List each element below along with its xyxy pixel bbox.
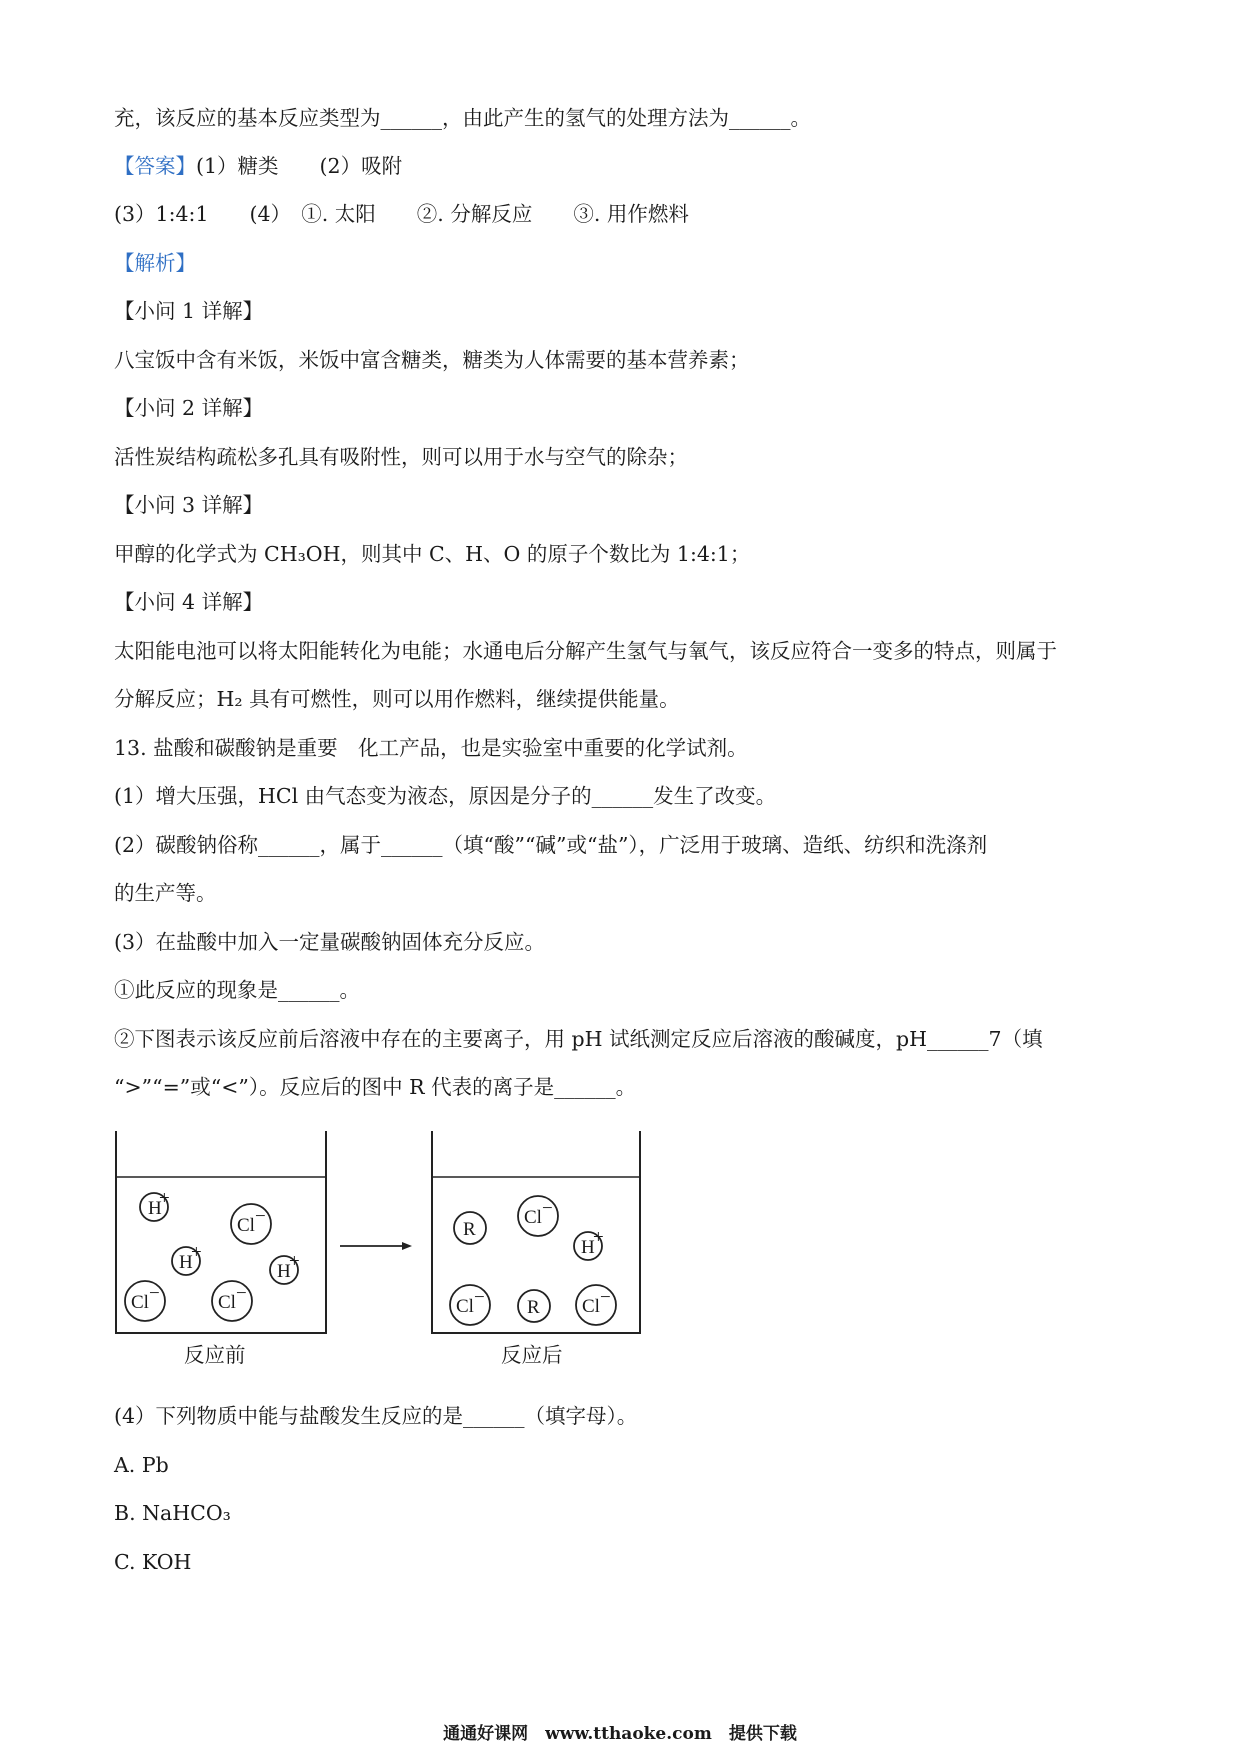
ion-r [454,1212,486,1244]
svg-text:Cl: Cl [237,1215,255,1236]
text-line: 的生产等。 [114,881,217,905]
svg-text:−: − [149,1283,160,1304]
text-line: 活性炭结构疏松多孔具有吸附性，则可以用于水与空气的除杂； [114,445,688,469]
ion-cl-minus [576,1285,616,1325]
text-line: 八宝饭中含有米饭，米饭中富含糖类，糖类为人体需要的基本营养素； [114,348,750,372]
svg-text:H: H [581,1237,595,1258]
text-line: (4）下列物质中能与盐酸发生反应的是______（填字母）。 [114,1404,638,1428]
option-c: C. KOH [114,1550,192,1574]
text-line: 甲醇的化学式为 CH₃OH，则其中 C、H、O 的原子个数比为 1:4:1； [114,542,751,566]
caption-before: 反应前 [184,1343,246,1367]
page-footer: 通通好课网 www.tthaoke.com 提供下载 [443,1724,797,1744]
option-b: B. NaHCO₃ [114,1501,231,1525]
caption-after: 反应后 [501,1343,563,1367]
ion-h-plus [172,1242,202,1275]
svg-text:Cl: Cl [131,1292,149,1313]
ion-h-plus [574,1227,604,1260]
arrow-head [402,1242,412,1250]
svg-text:H: H [277,1261,291,1282]
ion-h-plus [140,1188,170,1221]
svg-text:+: + [289,1251,300,1272]
text-line: 分解反应；H₂ 具有可燃性，则可以用作燃料，继续提供能量。 [114,687,680,711]
answer-line: (3）1:4:1 (4） ①. 太阳 ②. 分解反应 ③. 用作燃料 [114,202,689,226]
svg-text:R: R [463,1219,476,1240]
text-line: (2）碳酸钠俗称______，属于______（填“酸”“碱”或“盐”），广泛用于玻璃、造纸、纺织和洗涤剂 [114,833,988,857]
ion-r [518,1290,550,1322]
svg-text:H: H [148,1198,162,1219]
text-line: “>”“=”或“<”）。反应后的图中 R 代表的离子是______。 [114,1075,637,1099]
svg-text:H: H [179,1252,193,1273]
svg-text:−: − [474,1287,485,1308]
ion-cl-minus [125,1281,165,1321]
ion-h-plus [270,1251,300,1284]
svg-text:R: R [527,1297,540,1318]
svg-text:−: − [600,1287,611,1308]
sub-question-heading: 【小问 3 详解】 [114,493,264,517]
svg-text:+: + [593,1227,604,1248]
svg-text:−: − [255,1206,266,1227]
svg-text:Cl: Cl [582,1296,600,1317]
text-line: ①此反应的现象是______。 [114,978,360,1002]
sub-question-heading: 【小问 2 详解】 [114,396,264,420]
question-title: 13. 盐酸和碳酸钠是重要 化工产品，也是实验室中重要的化学试剂。 [114,736,748,760]
analysis-label: 【解析】 [114,251,196,275]
text-line: 太阳能电池可以将太阳能转化为电能；水通电后分解产生氢气与氧气，该反应符合一变多的特点，则属于 [114,639,1057,663]
text-line: ②下图表示该反应前后溶液中存在的主要离子，用 pH 试纸测定反应后溶液的酸碱度，pH______7（填 [114,1027,1043,1051]
svg-text:+: + [191,1242,202,1263]
ion-cl-minus [518,1196,558,1236]
ion-cl-minus [212,1281,252,1321]
ion-cl-minus [231,1204,271,1244]
svg-text:−: − [542,1198,553,1219]
answer-line [114,152,402,180]
answer-text: (1）糖类 (2）吸附 [196,154,403,178]
option-a: A. Pb [114,1453,169,1477]
sub-question-heading: 【小问 4 详解】 [114,590,264,614]
text-line: 充，该反应的基本反应类型为______，由此产生的氢气的处理方法为______。 [114,106,811,130]
svg-text:Cl: Cl [218,1292,236,1313]
ion-cl-minus [450,1285,490,1325]
svg-text:+: + [159,1188,170,1209]
text-line: (1）增大压强，HCl 由气态变为液态，原因是分子的______发生了改变。 [114,784,777,808]
svg-text:Cl: Cl [456,1296,474,1317]
svg-text:−: − [236,1283,247,1304]
svg-text:Cl: Cl [524,1207,542,1228]
answer-label: 【答案】 [114,154,196,178]
sub-question-heading: 【小问 1 详解】 [114,299,264,323]
text-line: (3）在盐酸中加入一定量碳酸钠固体充分反应。 [114,930,546,954]
